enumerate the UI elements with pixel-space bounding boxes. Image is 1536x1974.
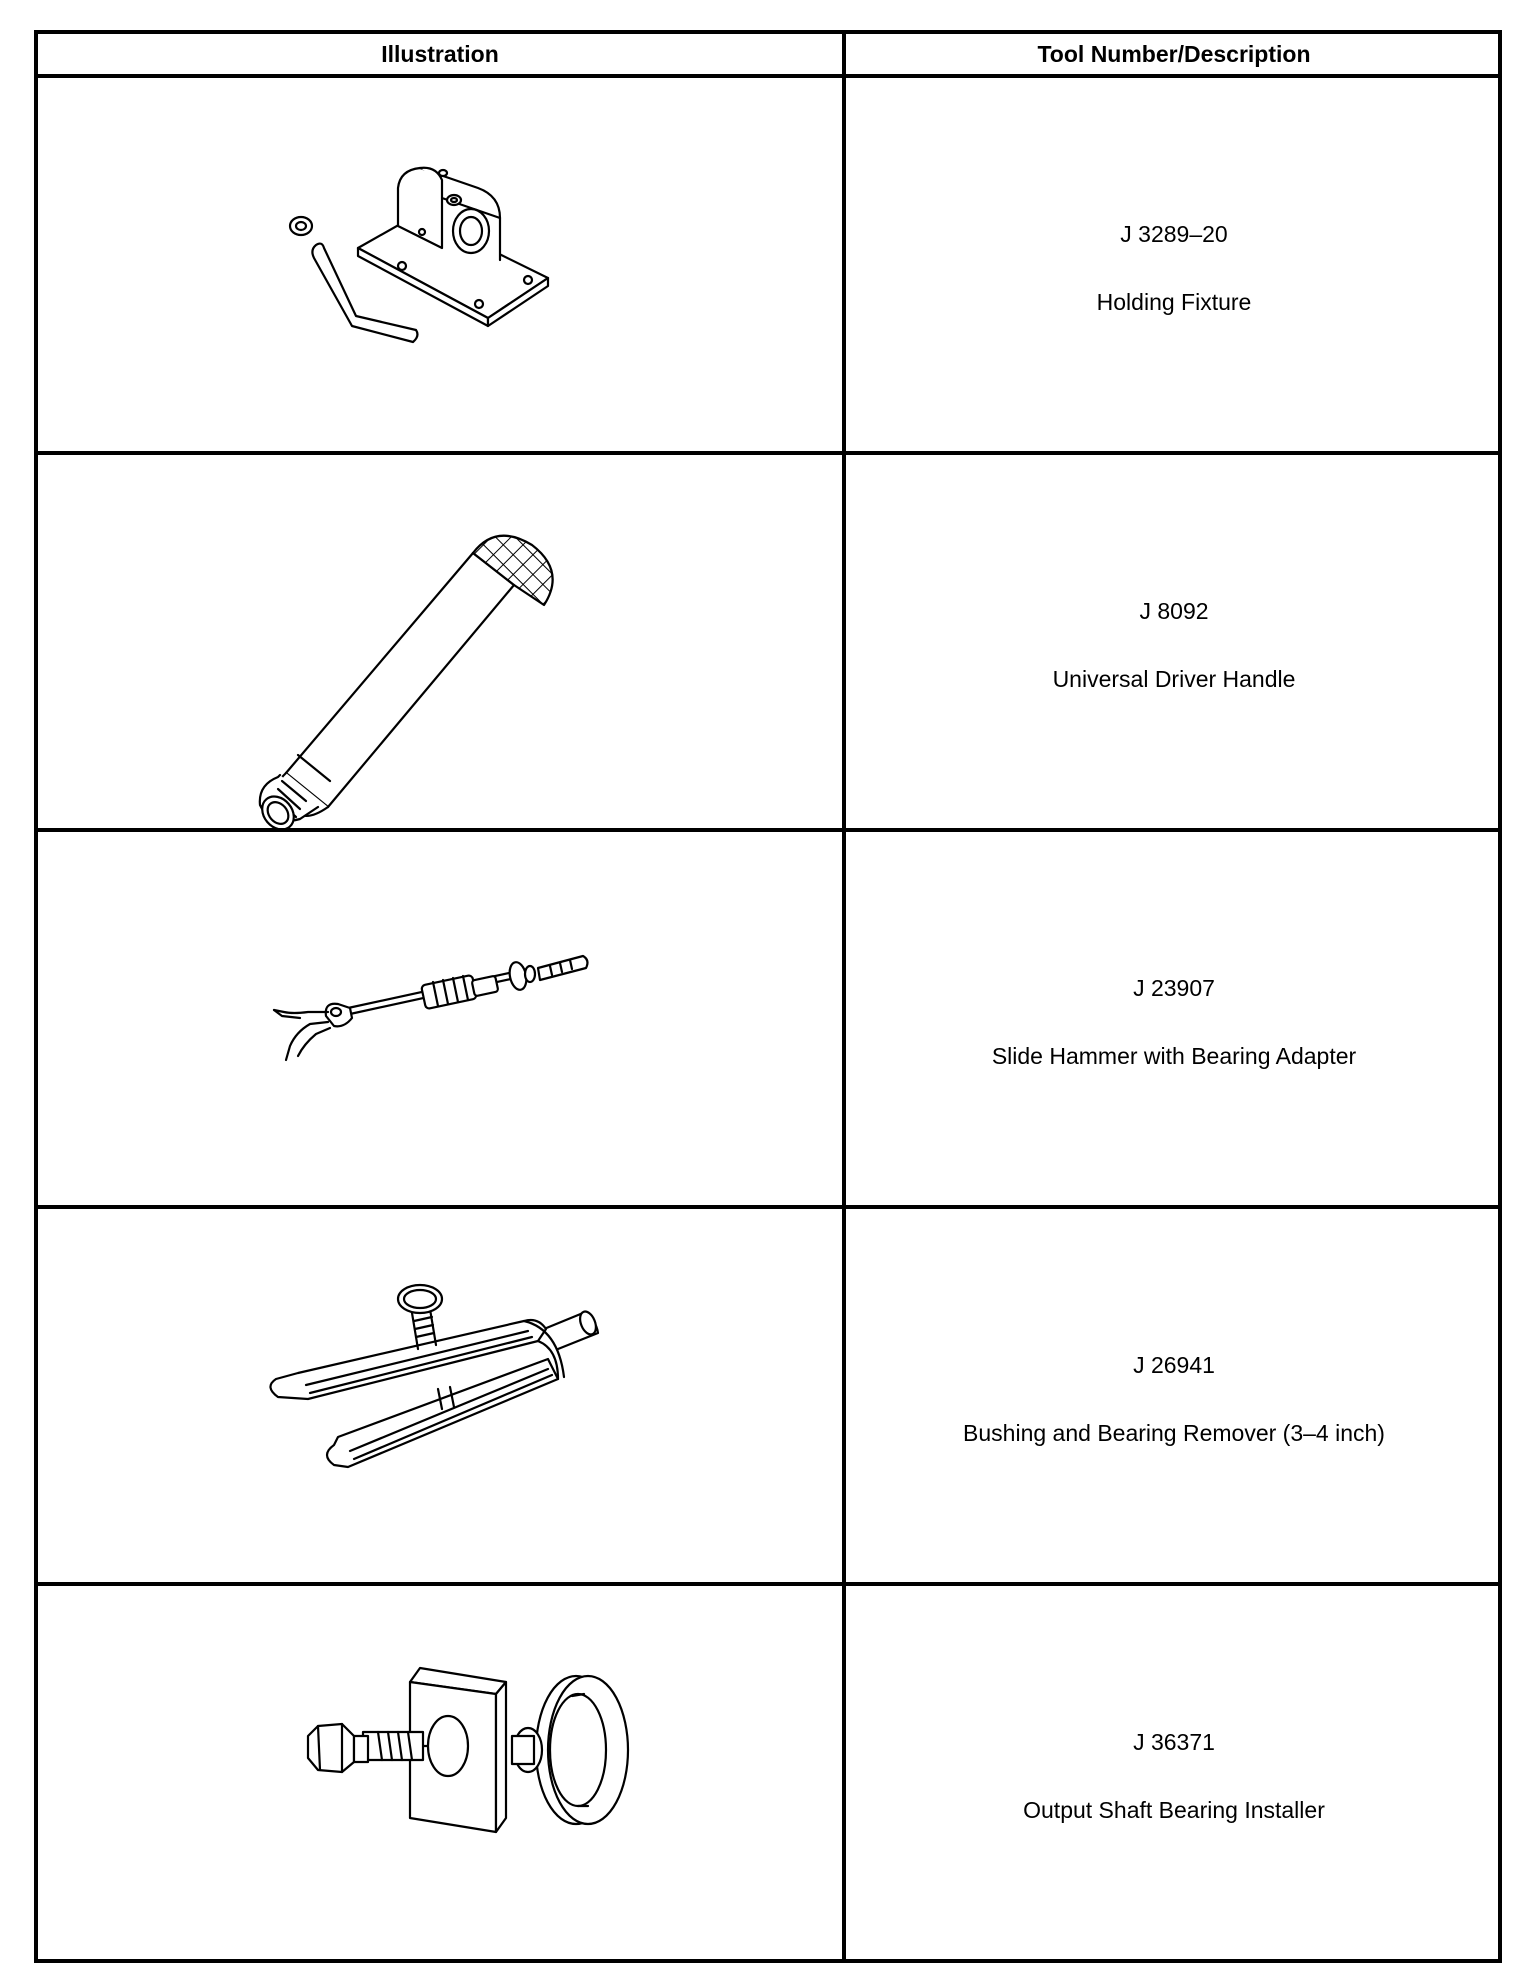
tool-cell	[846, 832, 1502, 1205]
tool-number: J 3289–20	[1120, 221, 1228, 247]
tool-description: Bushing and Bearing Remover (3–4 inch)	[963, 1420, 1385, 1446]
tool-number: J 8092	[1139, 598, 1209, 624]
bushing-remover-icon	[38, 1209, 842, 1582]
illustration-cell	[38, 78, 842, 451]
slide-hammer-icon	[38, 832, 842, 1205]
illustration-cell	[38, 1209, 842, 1582]
bearing-installer-icon	[38, 1586, 842, 1959]
illustration-cell	[38, 1586, 842, 1959]
table-header	[38, 34, 1498, 78]
illustration-cell	[38, 832, 842, 1205]
tool-description: Holding Fixture	[1096, 289, 1252, 315]
tool-description: Slide Hammer with Bearing Adapter	[991, 1043, 1357, 1069]
tool-description: Universal Driver Handle	[1052, 666, 1296, 692]
header-tool-description: Tool Number/Description	[1037, 41, 1311, 67]
tool-cell	[846, 455, 1502, 828]
table-row	[38, 832, 1498, 1209]
tool-description: Output Shaft Bearing Installer	[1023, 1797, 1325, 1823]
tool-number: J 36371	[1133, 1729, 1215, 1755]
tool-cell	[846, 1209, 1502, 1582]
table-row	[38, 1586, 1498, 1959]
special-tools-table	[34, 30, 1502, 1963]
tool-cell	[846, 78, 1502, 451]
table-row	[38, 1209, 1498, 1586]
header-illustration: Illustration	[381, 41, 499, 67]
table-row	[38, 455, 1498, 832]
tool-number: J 23907	[1133, 975, 1215, 1001]
tool-number: J 26941	[1133, 1352, 1215, 1378]
holding-fixture-icon	[38, 78, 842, 451]
table-row	[38, 78, 1498, 455]
driver-handle-icon	[38, 455, 842, 828]
tool-cell	[846, 1586, 1502, 1959]
illustration-cell	[38, 455, 842, 828]
